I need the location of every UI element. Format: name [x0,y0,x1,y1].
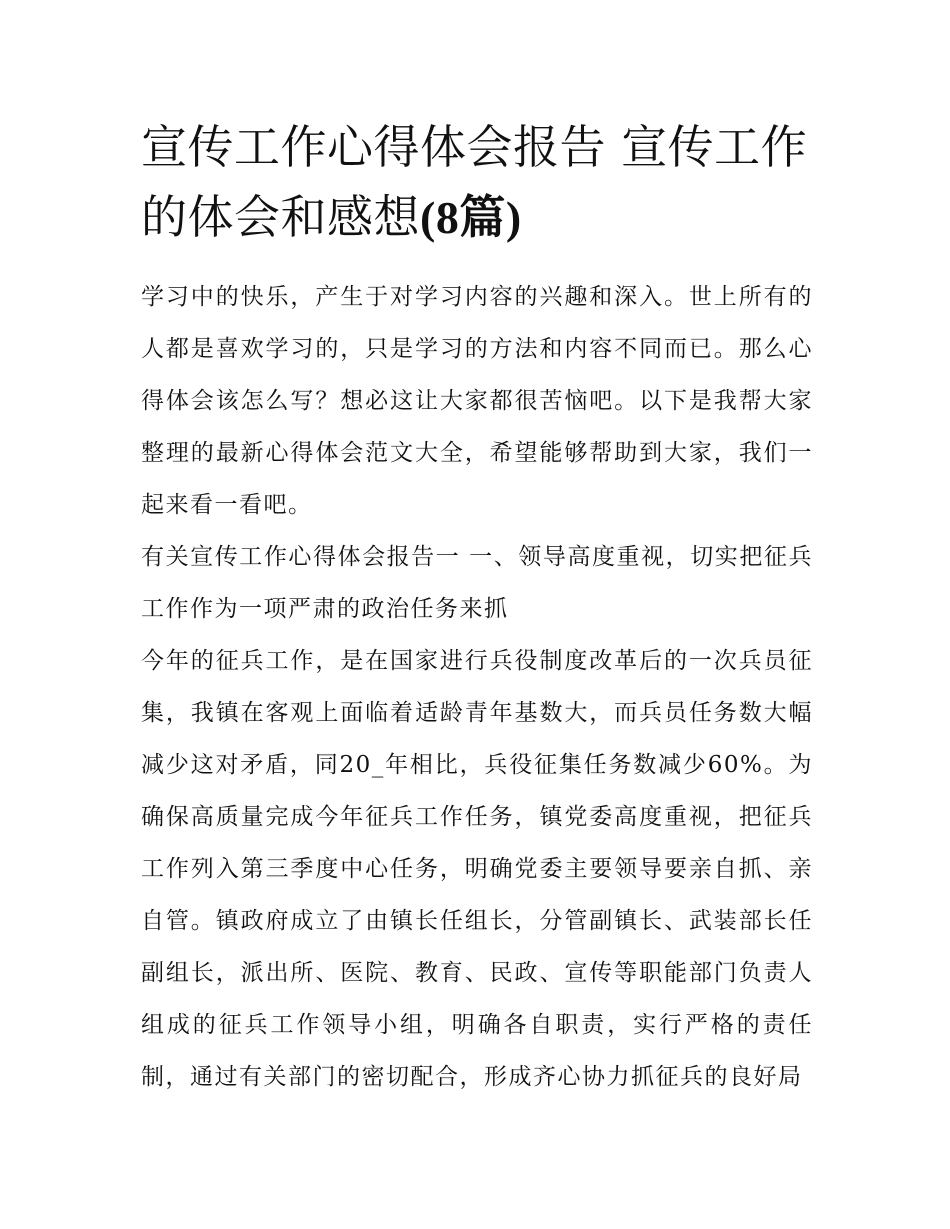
intro-paragraph: 学习中的快乐，产生于对学习内容的兴趣和深入。世上所有的人都是喜欢学习的，只是学习的方法和内容不同而已。那么心得体会该怎么写？想必这让大家都很苦恼吧。以下是我帮大家整理的最新心得体会范文大全，希望能够帮助到大家，我们一起来看一看吧。 [141,284,813,518]
section-heading-paragraph: 有关宣传工作心得体会报告一 一、领导高度重视，切实把征兵工作作为一项严肃的政治任务来抓 [141,544,813,622]
body-paragraph: 今年的征兵工作，是在国家进行兵役制度改革后的一次兵员征集，我镇在客观上面临着适龄青年基数大，而兵员任务数大幅减少这对矛盾，同20_年相比，兵役征集任务数减少60%。为确保高质量完成今年征兵工作任务，镇党委高度重视，把征兵工作列入第三季度中心任务，明确党委主要领导要亲自抓、亲自管。镇政府成立了由镇长任组长，分管副镇长、武装部长任副组长，派出所、医院、教育、民政、宣传等职能部门负责人组成的征兵工作领导小组，明确各自职责，实行严格的责任制，通过有关部门的密切配合，形成齐心协力抓征兵的良好局 [141,648,813,1090]
document-content [141,112,813,1103]
document-title [141,112,813,253]
document-title-main: 宣传工作心得体会报告 宣传工作的体会和感想 [141,120,808,244]
document-title-count: (8篇) [420,192,522,243]
document-body [141,271,813,1103]
